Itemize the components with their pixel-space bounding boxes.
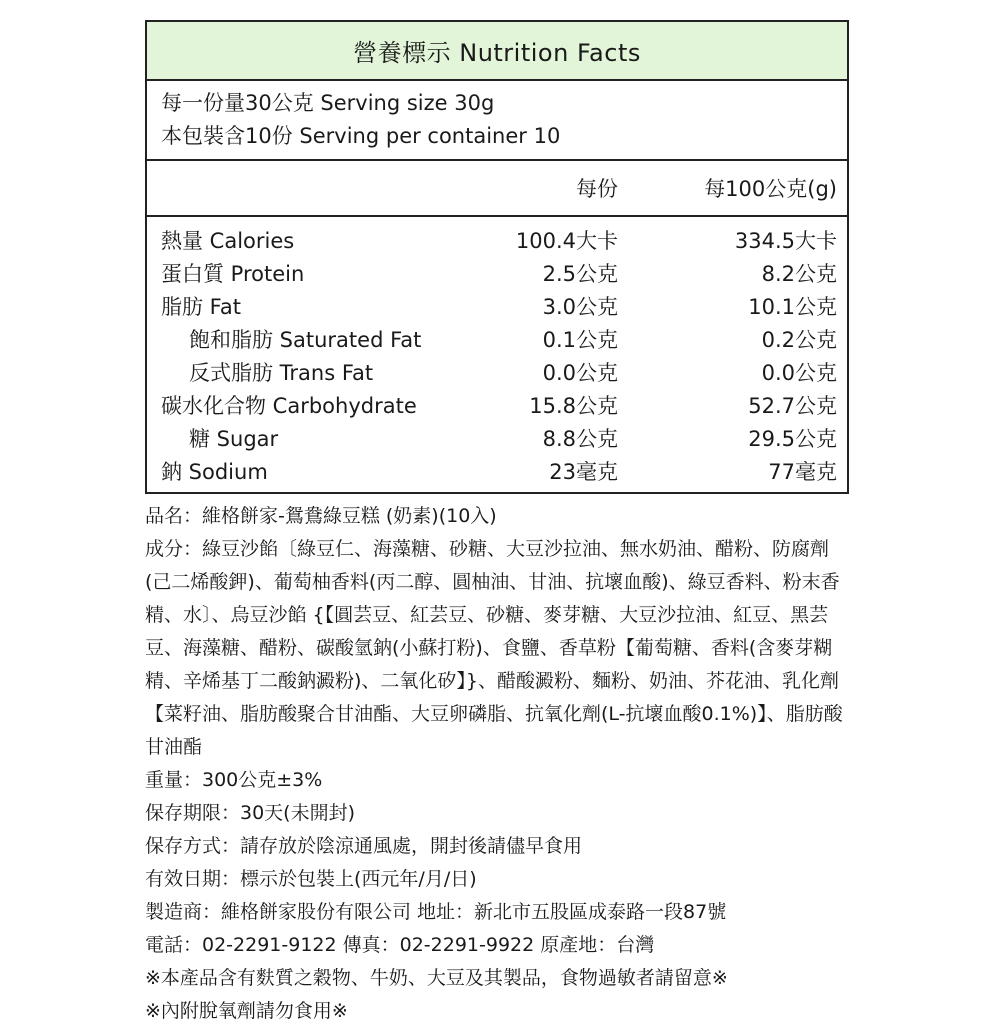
nutrient-row: [147, 456, 847, 489]
nutrient-label: 反式脂肪 Trans Fat: [189, 361, 374, 385]
per-100g-header: 每100公克(g): [704, 177, 837, 201]
nutrition-facts-table: [145, 20, 849, 494]
nutrient-label: 熱量 Calories: [161, 229, 295, 253]
nutrient-per-serving: 0.1公克: [542, 328, 618, 352]
nutrient-per-100g: 10.1公克: [748, 295, 837, 319]
nutrient-per-serving: 15.8公克: [529, 394, 618, 418]
nutrient-rows: [147, 217, 847, 489]
oxygen-absorber-notice: ※內附脫氧劑請勿食用※: [145, 1000, 348, 1022]
nutrient-per-100g: 29.5公克: [748, 427, 837, 451]
storage-method: 保存方式：請存放於陰涼通風處，開封後請儘早食用: [145, 835, 583, 857]
nutrient-per-100g: 77毫克: [768, 460, 837, 484]
serving-info: [147, 81, 847, 161]
manufacturer: 製造商：維格餅家股份有限公司 地址：新北市五股區成泰路一段87號: [145, 901, 727, 923]
nutrient-label: 飽和脂肪 Saturated Fat: [189, 328, 422, 352]
nutrient-label: 鈉 Sodium: [161, 460, 268, 484]
nutrient-label: 蛋白質 Protein: [161, 262, 305, 286]
nutrient-per-serving: 2.5公克: [542, 262, 618, 286]
nutrient-row: [147, 390, 847, 423]
nutrient-per-100g: 334.5大卡: [734, 229, 837, 253]
net-weight: 重量：300公克±3%: [145, 769, 323, 791]
expiry-date: 有效日期：標示於包裝上(西元年/月/日): [145, 868, 477, 890]
nutrient-label: 糖 Sugar: [189, 427, 279, 451]
nutrient-per-serving: 23毫克: [549, 460, 618, 484]
nutrient-per-serving: 3.0公克: [542, 295, 618, 319]
nutrient-per-serving: 100.4大卡: [515, 229, 618, 253]
nutrient-row: [147, 324, 847, 357]
nutrient-per-100g: 0.0公克: [761, 361, 837, 385]
nutrient-per-100g: 8.2公克: [761, 262, 837, 286]
nutrient-row: [147, 423, 847, 456]
nutrient-row: [147, 258, 847, 291]
nutrient-per-100g: 52.7公克: [748, 394, 837, 418]
nutrient-per-serving: 8.8公克: [542, 427, 618, 451]
nutrient-row: [147, 225, 847, 258]
per-serving-header: 每份: [576, 177, 618, 201]
nutrient-label: 脂肪 Fat: [161, 295, 241, 319]
servings-per-container: 本包裝含10份 Serving per container 10: [161, 124, 561, 148]
ingredients: 成分：綠豆沙餡〔綠豆仁、海藻糖、砂糖、大豆沙拉油、無水奶油、醋粉、防腐劑(己二烯酸鉀)、葡萄柚香料(丙二醇、圓柚油、甘油、抗壞血酸)、綠豆香料、粉末香精、水〕、烏豆沙餡 {【圓芸豆、紅芸豆、砂糖、麥芽糖、大豆沙拉油、紅豆、黑芸豆、海藻糖、醋粉、碳酸氫鈉(小蘇打粉)、食鹽、香草粉【葡萄糖、香料(含麥芽糊精、辛烯基丁二酸鈉澱粉)、二氧化矽】}、醋酸澱粉、麵粉、奶油、芥花油、乳化劑【菜籽油、脂肪酸聚合甘油酯、大豆卵磷脂、抗氧化劑(L-抗壞血酸0.1%)】、脂肪酸甘油酯: [145, 538, 843, 758]
column-headers: [147, 161, 847, 217]
nutrient-per-serving: 0.0公克: [542, 361, 618, 385]
nutrient-per-100g: 0.2公克: [761, 328, 837, 352]
contact-info: 電話：02-2291-9122 傳真：02-2291-9922 原產地：台灣: [145, 934, 655, 956]
nutrient-row: [147, 357, 847, 390]
serving-size: 每一份量30公克 Serving size 30g: [161, 91, 495, 115]
product-info: [145, 500, 855, 1028]
product-name: 品名：維格餅家-鴛鴦綠豆糕 (奶素)(10入): [145, 505, 497, 527]
nutrient-row: [147, 291, 847, 324]
shelf-life: 保存期限：30天(未開封): [145, 802, 356, 824]
nutrient-label: 碳水化合物 Carbohydrate: [161, 394, 417, 418]
nutrition-title: 營養標示 Nutrition Facts: [147, 22, 847, 81]
allergen-notice: ※本產品含有麩質之穀物、牛奶、大豆及其製品，食物過敏者請留意※: [145, 967, 728, 989]
